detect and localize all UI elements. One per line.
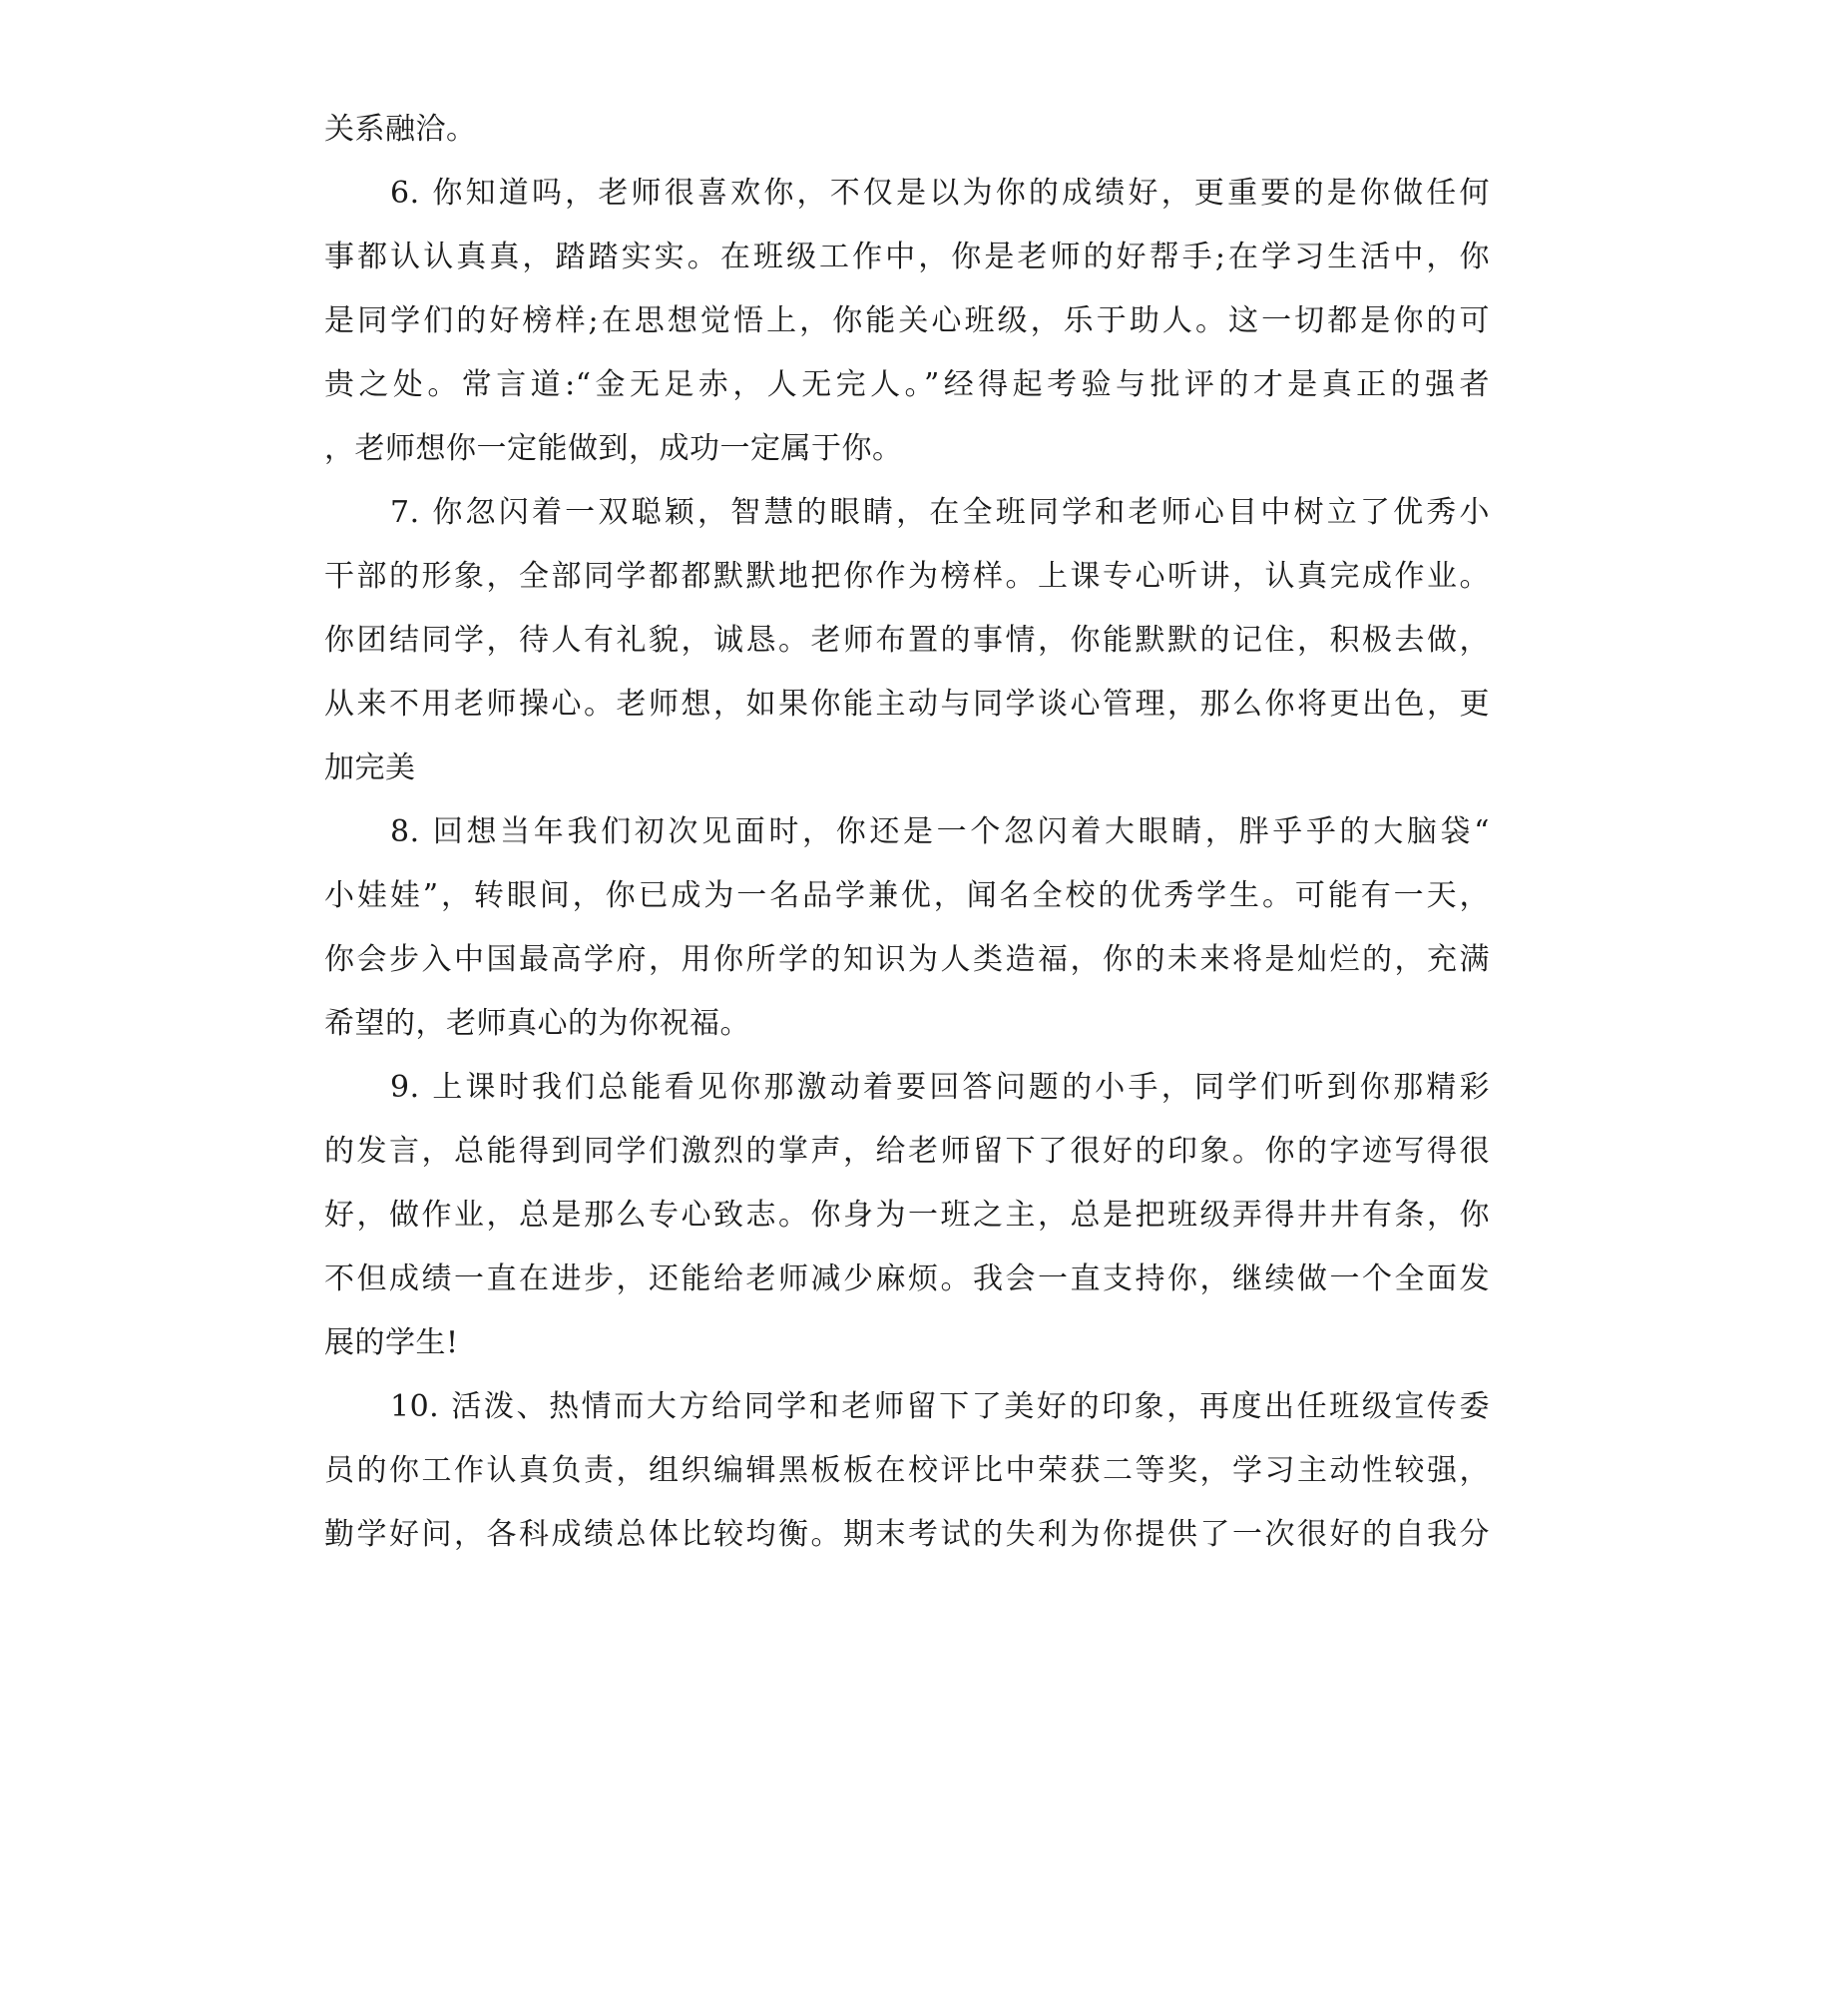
- text-line: ，老师想你一定能做到，成功一定属于你。: [324, 431, 903, 466]
- text-line: 希望的，老师真心的为你祝福。: [324, 1006, 750, 1041]
- text-line: 员的你工作认真负责，组织编辑黑板板在校评比中荣获二等奖，学习主动性较强，: [324, 1453, 1490, 1488]
- document-body: [324, 98, 1490, 1567]
- text-line: 干部的形象，全部同学都都默默地把你作为榜样。上课专心听讲，认真完成作业。: [324, 559, 1490, 594]
- text-line: 事都认认真真，踏踏实实。在班级工作中，你是老师的好帮手;在学习生活中，你: [324, 240, 1490, 274]
- text-line: 10. 活泼、热情而大方给同学和老师留下了美好的印象，再度出任班级宣传委: [390, 1389, 1490, 1424]
- text-line: 的发言，总能得到同学们激烈的掌声，给老师留下了很好的印象。你的字迹写得很: [324, 1134, 1490, 1169]
- text-line: 勤学好问，各科成绩总体比较均衡。期末考试的失利为你提供了一次很好的自我分: [324, 1517, 1490, 1552]
- text-line: 贵之处。常言道:“金无足赤，人无完人。”经得起考验与批评的才是真正的强者: [324, 367, 1490, 402]
- text-line: 加完美: [324, 751, 416, 785]
- text-line: 6. 你知道吗，老师很喜欢你，不仅是以为你的成绩好，更重要的是你做任何: [390, 176, 1490, 211]
- text-line: 是同学们的好榜样;在思想觉悟上，你能关心班级，乐于助人。这一切都是你的可: [324, 303, 1490, 338]
- text-line: 从来不用老师操心。老师想，如果你能主动与同学谈心管理，那么你将更出色，更: [324, 687, 1490, 722]
- text-line: 小娃娃”，转眼间，你已成为一名品学兼优，闻名全校的优秀学生。可能有一天，: [324, 878, 1490, 913]
- text-line: 你会步入中国最高学府，用你所学的知识为人类造福，你的未来将是灿烂的，充满: [324, 942, 1490, 977]
- text-line: 好，做作业，总是那么专心致志。你身为一班之主，总是把班级弄得井井有条，你: [324, 1198, 1490, 1233]
- text-line: 你团结同学，待人有礼貌，诚恳。老师布置的事情，你能默默的记住，积极去做，: [324, 623, 1490, 658]
- text-line: 展的学生!: [324, 1325, 459, 1360]
- text-line: 9. 上课时我们总能看见你那激动着要回答问题的小手，同学们听到你那精彩: [390, 1070, 1490, 1105]
- text-line: 不但成绩一直在进步，还能给老师减少麻烦。我会一直支持你，继续做一个全面发: [324, 1261, 1490, 1296]
- text-line: 7. 你忽闪着一双聪颖，智慧的眼睛，在全班同学和老师心目中树立了优秀小: [390, 495, 1490, 530]
- text-line: 关系融洽。: [324, 112, 477, 147]
- text-line: 8. 回想当年我们初次见面时，你还是一个忽闪着大眼睛，胖乎乎的大脑袋“: [390, 814, 1490, 849]
